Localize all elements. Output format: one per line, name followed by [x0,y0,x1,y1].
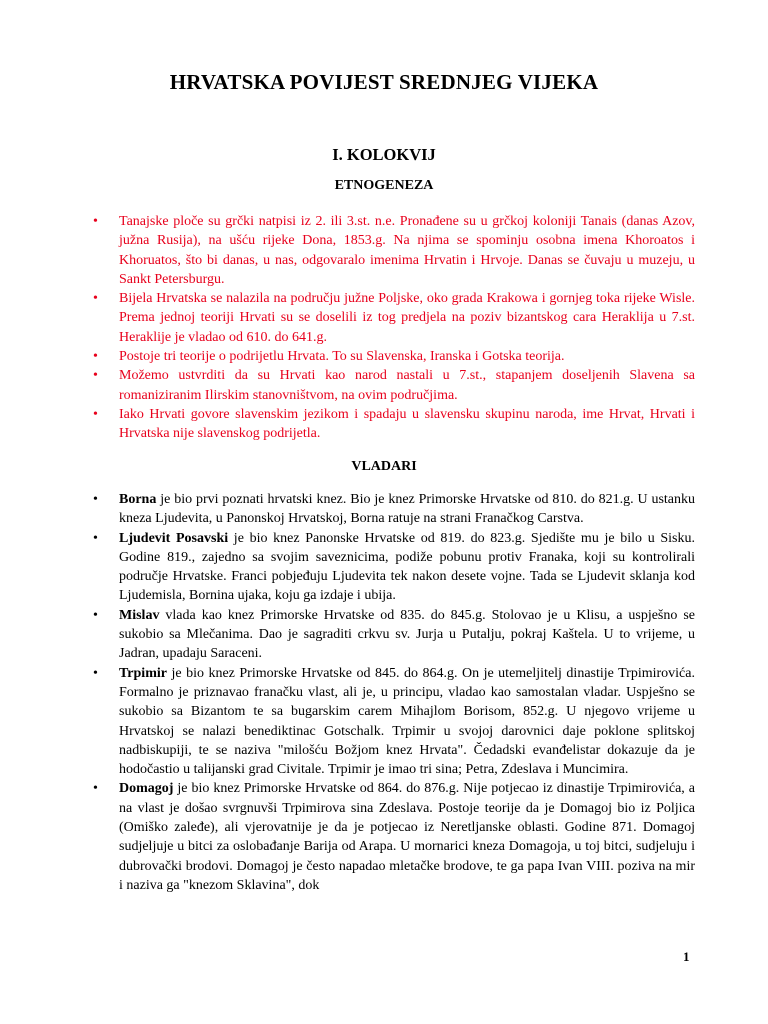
list-item [93,490,695,529]
list-item [93,347,695,366]
list-item-text: Tanajske ploče su grčki natpisi iz 2. ili 3.st. n.e. Pronađene su u grčkoj koloniji Tanais (danas Azov, južna Rusija), na ušću rijeke Dona, 1853.g. Na njima se spominju osobna imena Khoroatos i Khoruatos, što bi danas, u nas, odgovaralo imenima Hrvatin i Hrvoje. Danas se čuvaju u muzeju, u Sankt Petersburgu. [119,214,695,287]
list-item-text: je bio knez Panonske Hrvatske od 819. do 823.g. Sjedište mu je bilo u Sisku. Godine 819., zajedno sa svojim saveznicima, podiže pobunu protiv Franaka, koji su kontrolirali područje Hrvatske. Franci pobjeđuju Ljudevita tek nakon desete vojne. Tada se Ljudevit sklanja kod Ljudemisla, Bornina ujaka, koju ga izdaje i ubija. [119,530,695,604]
list-item [93,289,695,347]
list-item-text: Možemo ustvrditi da su Hrvati kao narod nastali u 7.st., stapanjem doseljenih Slavena sa romaniziranim Ilirskim stanovništvom, na ovim područjima. [119,368,695,403]
bullet-icon: • [93,368,98,384]
page-number: 1 [683,949,690,964]
document-title: HRVATSKA POVIJEST SREDNJEG VIJEKA [169,70,599,94]
list-item [93,664,695,780]
bullet-icon: • [93,492,98,507]
ruler-name: Borna [119,492,157,507]
ruler-name: Domagoj [119,781,174,797]
bullet-icon: • [93,349,98,365]
bullet-icon: • [93,607,98,623]
ruler-name: Trpimir [119,665,167,681]
ruler-name: Ljudevit Posavski [119,530,229,546]
bullet-icon: • [93,214,98,229]
list-item-text: je bio knez Primorske Hrvatske od 864. do 876.g. Nije potjecao iz dinastije Trpimirovića, a na vlast je došao svrgnuvši Trpimirova sina Zdeslava. Postoje teorije da je Domagoj bio iz Poljica (Omiško zaleđe), ali vjerovatnije je da je potjecao iz Neretljanske oblasti. Godine 871. Domagoj sudjeljuje u bitci za oslobađanje Barija od Arapa. U mornarici kneza Domagoja, u toj bitci, sudjeluju i dubrovački brodovi. Domagoj je često napadao mletačke brodove, te ga papa Ivan VIII. poziva na mir i naziva ga "knezom Sklavina", dok [119,781,695,893]
bullet-icon: • [93,781,98,797]
list-item-text: je bio knez Primorske Hrvatske od 845. do 864.g. On je utemeljitelj dinastije Trpimirovića. Formalno je priznavao franačku vlast, ali je, u principu, vladao kao samostalan vladar. Uspješno se sukobio sa Bizantom te sa bugarskim carem Mihajlom Borisom, 852.g. U njegovo vrijeme u Hrvatskoj se nalazi benediktinac Gotschalk. Trpimir u svojoj darovnici daje poklone splitskoj nadbiskupiji, te se naziva "milošću Božjom knez Hrvata". Čedadski evanđelistar dokazuje da je hodočastio u talijanski grad Civitale. Trpimir je imao tri sina; Petra, Zdeslava i Muncimira. [119,665,695,778]
vladari-list [93,490,695,895]
list-item-text: Iako Hrvati govore slavenskim jezikom i spadaju u slavensku skupinu naroda, ime Hrvat, Hrvati i Hrvatska nije slavenskog podrijetla. [119,406,695,442]
document-subtitle: I. KOLOKVIJ [332,145,436,164]
section-heading-etnogeneza: ETNOGENEZA [334,178,434,193]
list-item [93,212,695,289]
list-item [93,366,695,405]
etnogeneza-list [93,212,695,444]
list-item-text: Bijela Hrvatska se nalazila na području južne Poljske, oko grada Krakowa i gornjeg toka rijeke Wisle. Prema jednoj teoriji Hrvati su se doselili iz tog predjela na poziv bizantskog cara Heraklija u 7.st. Heraklije je vladao od 610. do 641.g. [119,291,695,345]
bullet-icon: • [93,406,98,422]
list-item [93,779,695,895]
bullet-icon: • [93,530,98,546]
list-item-text: vlada kao knez Primorske Hrvatske od 835. do 845.g. Stolovao je u Klisu, a uspješno se sukobio sa Mlečanima. Dao je sagraditi crkvu sv. Jurja u Putalju, pokraj Kaštela. U to vrijeme, u Jadran, upadaju Saraceni. [119,607,695,662]
list-item [93,606,695,664]
list-item-text: je bio prvi poznati hrvatski knez. Bio je knez Primorske Hrvatske od 810. do 821.g. U ustanku kneza Ljudevita, u Panonskoj Hrvatskoj, Borna ratuje na strani Franačkog Carstva. [119,492,695,527]
section-heading-vladari: VLADARI [351,459,417,474]
bullet-icon: • [93,665,98,681]
ruler-name: Mislav [119,607,160,623]
list-item [93,405,695,444]
list-item [93,529,695,606]
bullet-icon: • [93,291,98,307]
list-item-text: Postoje tri teorije o podrijetlu Hrvata. To su Slavenska, Iranska i Gotska teorija. [119,349,565,365]
